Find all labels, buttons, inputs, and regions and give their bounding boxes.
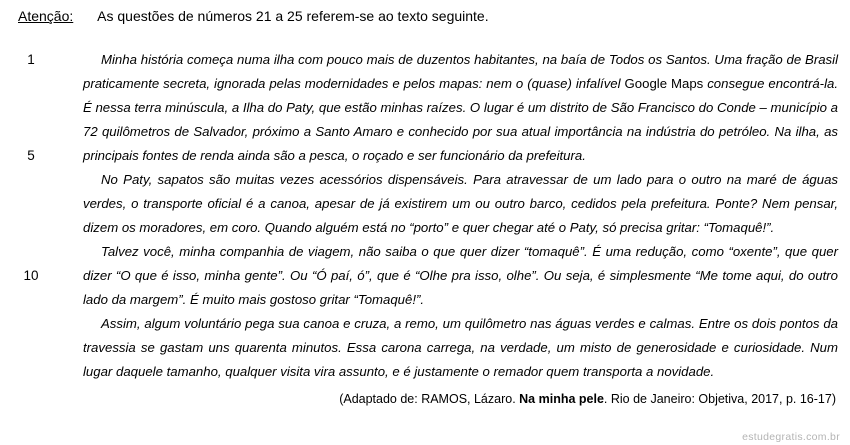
attention-label: Atenção:: [18, 8, 74, 24]
paragraph-1: [83, 48, 838, 168]
line-number-1: 1: [27, 52, 35, 67]
line-number-10: 10: [23, 268, 39, 283]
instruction-header: [18, 6, 489, 26]
source-citation: [339, 389, 836, 409]
citation-prefix: (Adaptado de: RAMOS, Lázaro.: [339, 392, 520, 406]
paragraph-1-part-b: consegue encontrá-la. É nessa terra minúscula, a Ilha do Paty, que estão minhas raízes. O lugar é um distrito de São Francisco do Conde – município a 72 quilômetros de Salvador, próximo a Santo Amaro e conhecido por sua atual importância na indústria do petróleo. Na ilha, as principais fontes de renda ainda são a pesca, o roçado e ser funcionário da prefeitura.: [83, 76, 839, 163]
paragraph-2: No Paty, sapatos são muitas vezes acessórios dispensáveis. Para atravessar de um lado para o outro na maré de águas verdes, o transporte oficial é a canoa, apesar de já existirem um ou outro barco, cedidos pela prefeitura. Ponte? Nem pensar, dizem os moradores, em coro. Quando alguém está no “porto” e quer chegar até o Paty, só precisa gritar: “Tomaquê!”.: [83, 172, 838, 235]
watermark: estudegratis.com.br: [742, 431, 840, 443]
brand-name: Google Maps: [624, 76, 704, 91]
book-title: Na minha pele: [519, 392, 604, 406]
paragraph-3: Talvez você, minha companhia de viagem, não saiba o que quer dizer “tomaquê”. É uma redução, como “oxente”, que quer dizer “O que é isso, minha gente”. Ou “Ó paí, ó”, que é “Olhe pra isso, olhe”. Ou seja, é simplesmente “Me tome aqui, do outro lado da margem”. É muito mais gostoso gritar “Tomaquê!”.: [83, 244, 838, 307]
instruction-text: As questões de números 21 a 25 referem-se ao texto seguinte.: [97, 8, 489, 24]
paragraph-4: Assim, algum voluntário pega sua canoa e cruza, a remo, um quilômetro nas águas verdes e calmas. Entre os dois pontos da travessia se gastam uns quarenta minutos. Essa carona carrega, na verdade, um misto de generosidade e curiosidade. Num lugar daquele tamanho, qualquer visita vira assunto, e é justamente o remador quem transporta a novidade.: [83, 316, 838, 379]
paragraph-1-part-a: Minha história começa numa ilha com pouco mais de duzentos habitantes, na baía de Todos os Santos. Uma fração de Brasil praticamente secreta, ignorada pelas modernidades e pelos mapas: nem o (quase) infalível: [83, 52, 838, 91]
line-number-5: 5: [27, 148, 35, 163]
citation-suffix: . Rio de Janeiro: Objetiva, 2017, p. 16-17): [603, 392, 836, 406]
passage-text: [83, 48, 838, 384]
